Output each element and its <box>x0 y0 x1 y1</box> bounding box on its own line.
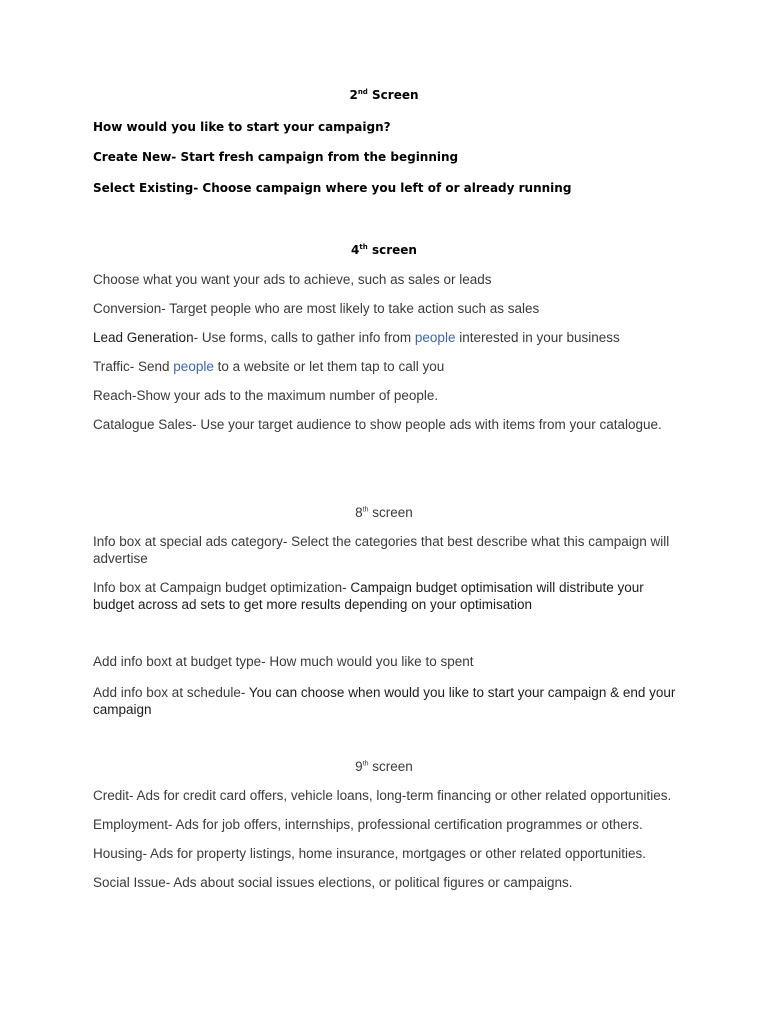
lead-generation-label: Lead Generation <box>93 330 194 345</box>
people-link[interactable]: people <box>173 359 214 374</box>
heading-word: screen <box>371 243 417 257</box>
heading-word: screen <box>372 759 413 774</box>
social-issue-line: Social Issue- Ads about social issues elections, or political figures or campaigns. <box>93 875 573 890</box>
heading-ordinal: th <box>359 243 368 251</box>
heading-number: 9 <box>355 759 363 774</box>
heading-word: Screen <box>372 88 419 102</box>
heading-number: 8 <box>355 505 363 520</box>
conversion-line: Conversion- Target people who are most likely to take action such as sales <box>93 301 540 316</box>
campaign-question: How would you like to start your campaign? <box>93 120 391 134</box>
heading-number: 2 <box>349 88 358 102</box>
heading-word: screen <box>372 505 413 520</box>
heading-number: 4 <box>351 243 360 257</box>
heading-ordinal: nd <box>357 88 368 96</box>
cbo-text: Campaign budget optimisation will distribute your budget across ad sets to get more results depending on your optimisation <box>93 580 644 612</box>
reach-line: Reach-Show your ads to the maximum number of people. <box>93 388 439 403</box>
people-link[interactable]: people <box>414 330 456 345</box>
section-heading-9th-screen <box>0 759 768 774</box>
employment-line: Employment- Ads for job offers, internships, professional certification programmes or others. <box>93 817 643 832</box>
objective-intro: Choose what you want your ads to achieve, such as sales or leads <box>93 272 492 287</box>
schedule-text: You can choose when would you like to start your campaign & end your campaign <box>93 685 676 717</box>
cbo-info <box>93 579 683 613</box>
section-heading-2nd-screen <box>0 88 768 102</box>
credit-line: Credit- Ads for credit card offers, vehicle loans, long-term financing or other related opportunities. <box>93 788 672 803</box>
schedule-info <box>93 684 683 718</box>
budget-type-info: Add info boxt at budget type- How much would you like to spent <box>93 654 474 669</box>
section-heading-4th-screen <box>0 243 768 257</box>
heading-ordinal: th <box>362 760 369 768</box>
section-heading-8th-screen <box>0 505 768 520</box>
traffic-line <box>93 359 683 374</box>
lead-generation-desc-end: interested in your business <box>455 330 620 345</box>
create-new-line: Create New- Start fresh campaign from the beginning <box>93 150 459 164</box>
cbo-label: Info box at Campaign budget optimization- <box>93 580 351 595</box>
traffic-label: Traffic- Send <box>93 359 174 374</box>
lead-generation-desc: - Use forms, calls to gather info from <box>193 330 415 345</box>
lead-generation-line <box>93 330 683 345</box>
schedule-label: Add info box at schedule- <box>93 685 249 700</box>
housing-line: Housing- Ads for property listings, home insurance, mortgages or other related opportunities. <box>93 846 647 861</box>
select-existing-line: Select Existing- Choose campaign where you left of or already running <box>93 181 572 195</box>
heading-ordinal: th <box>362 506 369 514</box>
special-ads-info: Info box at special ads category- Select the categories that best describe what this campaign will advertise <box>93 534 670 566</box>
catalogue-sales-line: Catalogue Sales- Use your target audience to show people ads with items from your catalogue. <box>93 417 662 432</box>
traffic-desc: to a website or let them tap to call you <box>213 359 445 374</box>
